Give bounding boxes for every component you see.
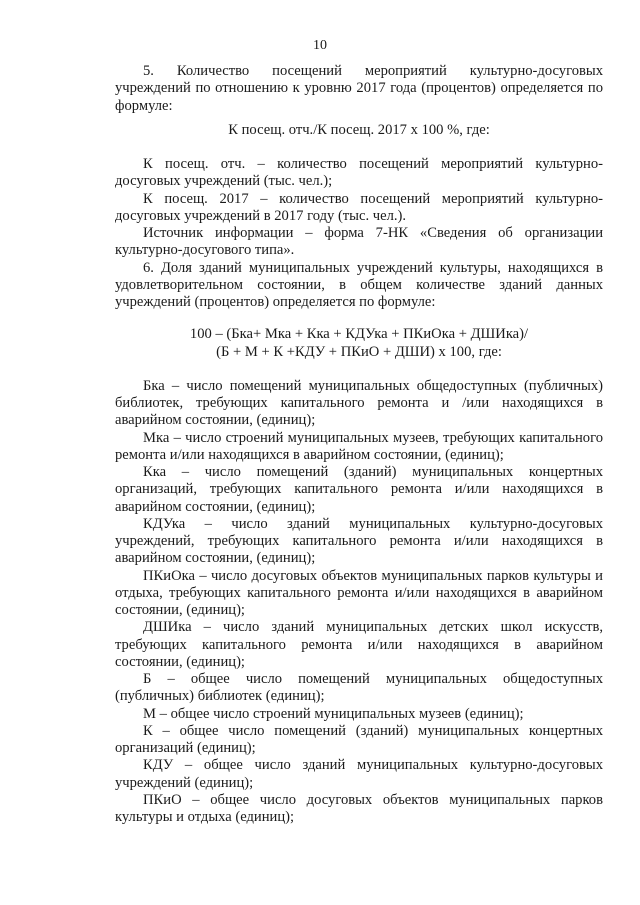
definition-b: Б – общее число помещений муниципальных общедоступных (публичных) библиотек (единиц); xyxy=(115,671,603,705)
section6-formula-line2: (Б + М + К +КДУ + ПКиО + ДШИ) х 100, где: xyxy=(216,343,502,360)
definition-m: М – общее число строений муниципальных музеев (единиц); xyxy=(143,705,524,722)
definition-pkio: ПКиО – общее число досуговых объектов муниципальных парков культуры и отдыха (единиц); xyxy=(115,791,603,825)
definition-kduka: КДУка – число зданий муниципальных культурно-досуговых учреждений, требующих капитального ремонта и/или находящихся в аварийном состоянии, (единиц); xyxy=(115,515,603,567)
section6-intro: 6. Доля зданий муниципальных учреждений культуры, находящихся в удовлетворительном состоянии, в общем количестве зданий данных учреждений (процентов) определяется по формуле: xyxy=(115,259,603,310)
definition-kka: Кка – число помещений (зданий) муниципальных концертных организаций, требующих капитального ремонта и/или находящихся в аварийном состоянии, (единиц); xyxy=(115,464,603,515)
definition-bka: Бка – число помещений муниципальных общедоступных (публичных) библиотек, требующих капитального ремонта и /или находящихся в аварийном состоянии, (единиц); xyxy=(115,377,603,429)
section5-intro: 5. Количество посещений мероприятий культурно-досуговых учреждений по отношению к уровню 2017 года (процентов) определяется по формуле: xyxy=(115,63,603,114)
section6-formula-line1: 100 – (Бка+ Мка + Кка + КДУка + ПКиОка + ДШИка)/ xyxy=(189,326,529,343)
definition-mka: Мка – число строений муниципальных музеев, требующих капитального ремонта и/или находящихся в аварийном состоянии, (единиц); xyxy=(115,429,603,463)
section5-formula: К посещ. отч./К посещ. 2017 х 100 %, где: xyxy=(228,121,490,138)
definition-k: К – общее число помещений (зданий) муниципальных концертных организаций (единиц); xyxy=(115,722,603,756)
definition-kdu: КДУ – общее число зданий муниципальных культурно-досуговых учреждений (единиц); xyxy=(115,757,603,791)
section5-source: Источник информации – форма 7-НК «Сведения об организации культурно-досугового типа». xyxy=(115,225,603,259)
definition-dshika: ДШИка – число зданий муниципальных детских школ искусств, требующих капитального ремонта и/или находящихся в аварийном состоянии, (единиц); xyxy=(115,619,603,670)
definition-pkioka: ПКиОка – число досуговых объектов муниципальных парков культуры и отдыха, требующих капитального ремонта и/или находящихся в аварийном состоянии, (единиц); xyxy=(115,567,603,618)
section5-definition-current: К посещ. отч. – количество посещений мероприятий культурно-досуговых учреждений (тыс. чел.); xyxy=(115,156,603,190)
document-body xyxy=(115,63,603,826)
section5-definition-2017: К посещ. 2017 – количество посещений мероприятий культурно-досуговых учреждений в 2017 году (тыс. чел.). xyxy=(115,190,603,224)
page-number: 10 xyxy=(313,38,327,53)
